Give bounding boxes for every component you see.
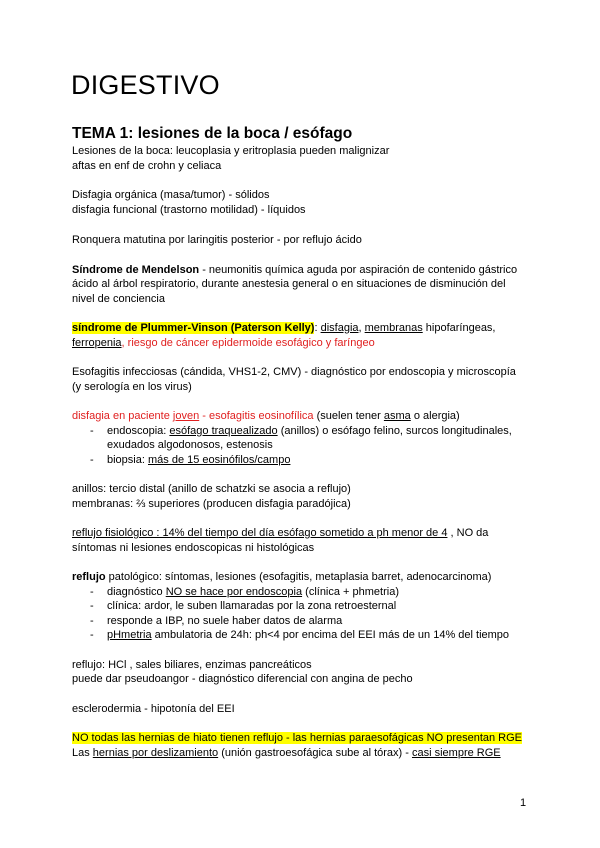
item-text: (anillos) o esófago felino, surcos longitudinales, <box>277 425 512 437</box>
list-item <box>107 453 290 467</box>
fisio-text: , NO da <box>447 527 489 539</box>
hiato-highlight: NO todas las hernias de hiato tienen reflujo - las hernias paraesofágicas NO presentan RGE <box>72 732 523 744</box>
list-bullet: - <box>90 629 94 641</box>
pato-line <box>72 570 491 584</box>
fisio-underlined: reflujo fisiológico : 14% del tiempo del día esófago sometido a ph menor de 4 <box>72 527 448 539</box>
item-text: (clínica + phmetria) <box>302 586 399 598</box>
item-underlined: pHmetria <box>107 629 152 641</box>
list-bullet: - <box>90 586 94 598</box>
item-text: diagnóstico <box>107 586 166 598</box>
plummer-colon: : <box>314 322 321 334</box>
section-heading <box>72 125 352 143</box>
text-line: anillos: tercio distal (anillo de schatzki se asocia a reflujo) <box>72 483 351 495</box>
list-item <box>107 585 399 599</box>
list-bullet: - <box>90 425 94 437</box>
item-text: endoscopia: <box>107 425 170 437</box>
item-underlined: más de 15 eosinófilos/campo <box>147 454 291 466</box>
hiato-text: (unión gastroesofágica sube al tórax) - <box>218 747 412 759</box>
text-line: Esofagitis infecciosas (cándida, VHS1-2, CMV) - diagnóstico por endoscopia y microscopía <box>72 366 516 378</box>
list-item: responde a IBP, no suele haber datos de alarma <box>107 615 343 627</box>
hiato-line <box>72 731 522 745</box>
item-text: ambulatoria de 24h: ph<4 por encima del EEI más de un 14% del tiempo <box>151 629 510 641</box>
text-line: reflujo: HCl , sales biliares, enzimas pancreáticos <box>72 659 312 671</box>
hiato-line-2 <box>72 746 501 760</box>
hiato-underlined: hernias por deslizamiento <box>92 747 219 759</box>
list-item-cont: exudados algodonosos, estenosis <box>107 439 273 451</box>
text-line: membranas: ⅔ superiores (producen disfagia paradójica) <box>72 498 351 510</box>
mendelson-text: - neumonitis química aguda por aspiración de contenido gástrico <box>199 264 518 276</box>
list-bullet: - <box>90 454 94 466</box>
hiato-underlined: casi siempre RGE <box>411 747 501 759</box>
plummer-ferropenia: ferropenia <box>72 337 122 349</box>
eosino-text: (suelen tener <box>313 410 384 422</box>
eosino-asma: asma <box>383 410 411 422</box>
list-bullet: - <box>90 615 94 627</box>
text-line: Lesiones de la boca: leucoplasia y eritroplasia pueden malignizar <box>72 145 390 157</box>
text-line: esclerodermia - hipotonía del EEI <box>72 703 235 715</box>
plummer-riesgo: riesgo de cáncer epidermoide esofágico y faríngeo <box>127 337 375 349</box>
list-item <box>107 628 509 642</box>
plummer-rest: hipofaríngeas, <box>422 322 496 334</box>
pato-term: reflujo <box>72 571 106 583</box>
text-line: disfagia funcional (trastorno motilidad) - líquidos <box>72 204 306 216</box>
hiato-text: Las <box>72 747 93 759</box>
plummer-comma: , <box>121 337 128 349</box>
text-line: puede dar pseudoangor - diagnóstico diferencial con angina de pecho <box>72 673 413 685</box>
page-number: 1 <box>520 797 527 809</box>
text-line: Ronquera matutina por laringitis posterior - por reflujo ácido <box>72 234 362 246</box>
plummer-disfagia: disfagia <box>320 322 359 334</box>
plummer-term: síndrome de Plummer-Vinson (Paterson Kelly) <box>72 322 315 334</box>
eosino-joven: joven <box>172 410 200 422</box>
eosino-line <box>72 409 460 423</box>
text-line: ácido al árbol respiratorio, durante anestesia general o en situaciones de disminución del <box>72 278 506 290</box>
pato-text: patológico: síntomas, lesiones (esofagitis, metaplasia barret, adenocarcinoma) <box>105 571 492 583</box>
list-item: clínica: ardor, le suben llamaradas por la zona retroesternal <box>107 600 397 612</box>
item-text: biopsia: <box>107 454 148 466</box>
eosino-red-2: - esofagitis eosinofílica <box>199 410 314 422</box>
item-underlined: NO se hace por endoscopia <box>165 586 303 598</box>
plummer-line-2 <box>72 336 375 350</box>
item-underlined: esófago traquealizado <box>169 425 278 437</box>
section-label: TEMA 1: <box>72 125 134 142</box>
text-line: aftas en enf de crohn y celiaca <box>72 160 222 172</box>
eosino-text-2: o alergia) <box>410 410 460 422</box>
plummer-membranas: membranas <box>364 322 423 334</box>
mendelson-line <box>72 263 517 277</box>
list-bullet: - <box>90 600 94 612</box>
document-title: DIGESTIVO <box>71 70 220 100</box>
text-line: nivel de conciencia <box>72 293 165 305</box>
text-line: Disfagia orgánica (masa/tumor) - sólidos <box>72 189 270 201</box>
text-line: síntomas ni lesiones endoscopicas ni histológicas <box>72 542 315 554</box>
plummer-line <box>72 321 496 335</box>
eosino-red: disfagia en paciente <box>72 410 173 422</box>
plummer-comma: , <box>358 322 365 334</box>
fisio-line <box>72 526 488 540</box>
section-text: lesiones de la boca / esófago <box>133 125 353 142</box>
text-line: (y serología en los virus) <box>72 381 192 393</box>
mendelson-term: Síndrome de Mendelson <box>72 264 200 276</box>
list-item <box>107 424 512 438</box>
